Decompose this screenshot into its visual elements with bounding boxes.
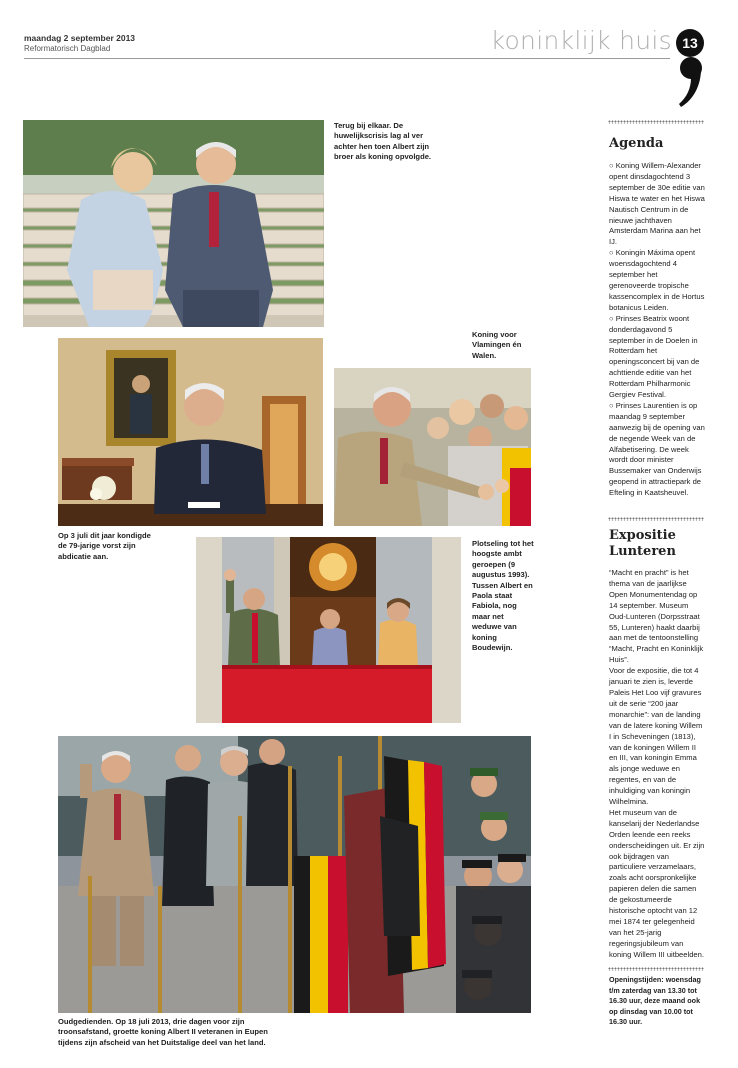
caption-veterans: Oudgedienden. Op 18 juli 2013, drie dagen voor zijn troonsafstand, groette koning Albert II veteranen in Eupen tijdens zijn afscheid van het Duitstalige deel van het land.: [58, 1017, 268, 1047]
expo-title-line-1: Expositie: [609, 528, 676, 543]
agenda-item: ○ Koningin Máxima opent woensdagochtend 4 september het gerenoveerde tropische kassencomplex in de Hortus botanicus Leiden.: [609, 248, 705, 313]
caption-crowd: Koning voor Vlamingen én Walen.: [472, 330, 522, 360]
expo-body: [609, 568, 705, 961]
agenda-dotted-rule: [608, 120, 704, 124]
photo-balcony: [196, 537, 461, 723]
expo-title-line-2: Lunteren: [609, 544, 676, 559]
caption-bench: Terug bij elkaar. De huwelijkscrisis lag al ver achter hen toen Albert zijn broer als koning opvolgde.: [334, 121, 432, 162]
expo-paragraph: “Macht en pracht” is het thema van de jaarlijkse Open Monumentendag op 14 september. Museum Oud-Lunteren (Dorpsstraat 55, Lunteren) haakt daarbij aan met de tentoonstelling “Macht, Pracht en Koninklijk Huis”.: [609, 568, 704, 665]
agenda-item: ○ Prinses Beatrix woont donderdagavond 5 september in de Doelen in Rotterdam het openingsconcert bij van de achttiende editie van het Rotterdam Philharmonic Gergiev Festival.: [609, 314, 705, 401]
photo-crowd-handshake: [334, 368, 531, 526]
newspaper-name: Reformatorisch Dagblad: [24, 44, 111, 53]
comma-icon: [677, 56, 703, 108]
photo-veterans: [58, 736, 531, 1013]
page-number-badge: 13: [676, 29, 704, 57]
hours-dotted-rule: [608, 967, 704, 971]
expo-paragraph: Het museum van de kanselarij der Nederlandse Orden leende een reeks onderscheidingen uit. Er zijn ook bijdragen van particuliere verzamelaars, zoals acht oorspronkelijke papieren delen die samen de gekostumeerde historische optocht van 12 mei 1874 ter gelegenheid van het 25-jarig regeringsjubileum van koning Willem III uitbeelden.: [609, 807, 705, 959]
photo-bench-couple: [23, 120, 324, 327]
agenda-item: ○ Koning Willem-Alexander opent dinsdagochtend 3 september de 30e editie van Hiswa te water en het Hiswa Nautisch Centrum in de nieuwe jachthaven Amsterdam Marina aan het IJ.: [609, 161, 705, 248]
caption-abdication: Op 3 juli dit jaar kondigde de 79-jarige vorst zijn abdicatie aan.: [58, 531, 151, 561]
expo-paragraph: Voor de expositie, die tot 4 januari te zien is, leverde Paleis Het Loo vijf gravures uit de serie “200 jaar monarchie”: van de landing van de latere koning Willem I in Scheveningen (1813), van de koningen Willem II en III, van koningin Emma als jonge weduwe en regentes, en van de inhuldiging van koningin Wilhelmina.: [609, 666, 703, 807]
issue-date: maandag 2 september 2013: [24, 33, 136, 43]
header-rule: [24, 58, 670, 59]
agenda-list: [609, 161, 705, 499]
photo-abdication: [58, 338, 323, 526]
agenda-title: Agenda: [609, 136, 664, 151]
opening-hours: Openingstijden: woensdag t/m zaterdag van 13.30 tot 16.30 uur, deze maand ook op dinsdag van 10.00 tot 16.30 uur.: [609, 975, 701, 1026]
expo-title: [609, 528, 676, 560]
caption-balcony: Plotseling tot het hoogste ambt geroepen (9 augustus 1993). Tussen Albert en Paola staat Fabiola, nog maar net weduwe van koning Boudewijn.: [472, 539, 534, 653]
agenda-item: ○ Prinses Laurentien is op maandag 9 september aanwezig bij de opening van de negende Week van de Alfabetisering. De week wordt door minister Bussemaker van Onderwijs geopend in attractiepark de Efteling in Kaatsheuvel.: [609, 401, 705, 499]
expo-dotted-rule: [608, 517, 704, 521]
section-title: koninklijk huis: [490, 26, 672, 55]
